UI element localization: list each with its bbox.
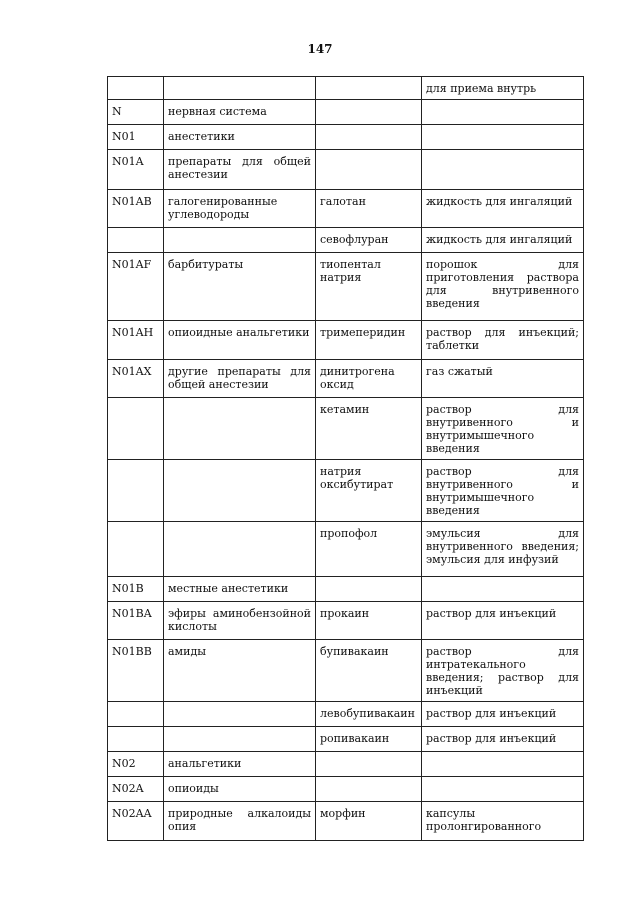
drug-name-cell: севофлуран bbox=[316, 228, 422, 253]
drug-name-cell: бупивакаин bbox=[316, 640, 422, 702]
dosage-form-cell: раствор для инъекций; таблетки bbox=[422, 321, 584, 360]
table-row bbox=[108, 100, 584, 125]
atc-code-cell: N02AA bbox=[108, 802, 164, 841]
atc-code-cell bbox=[108, 727, 164, 752]
atc-code-cell: N01BB bbox=[108, 640, 164, 702]
group-name-cell: анальгетики bbox=[164, 752, 316, 777]
dosage-form-cell: жидкость для ингаляций bbox=[422, 190, 584, 228]
atc-code-cell: N01AB bbox=[108, 190, 164, 228]
dosage-form-cell bbox=[422, 150, 584, 190]
group-name-cell bbox=[164, 460, 316, 522]
table-row bbox=[108, 602, 584, 640]
group-name-cell: местные анестетики bbox=[164, 577, 316, 602]
table-row bbox=[108, 398, 584, 460]
drug-name-cell bbox=[316, 577, 422, 602]
dosage-form-cell: раствор для инъекций bbox=[422, 702, 584, 727]
atc-code-cell: N01 bbox=[108, 125, 164, 150]
drug-name-cell bbox=[316, 100, 422, 125]
dosage-form-cell: раствор для интратекального введения; раствор для инъекций bbox=[422, 640, 584, 702]
group-name-cell bbox=[164, 77, 316, 100]
table-row bbox=[108, 777, 584, 802]
dosage-form-cell bbox=[422, 752, 584, 777]
dosage-form-cell: газ сжатый bbox=[422, 360, 584, 398]
table-row bbox=[108, 228, 584, 253]
atc-code-cell bbox=[108, 77, 164, 100]
dosage-form-cell: для приема внутрь bbox=[422, 77, 584, 100]
group-name-cell bbox=[164, 228, 316, 253]
drug-name-cell: динитрогена оксид bbox=[316, 360, 422, 398]
dosage-form-cell: капсулы пролонгированного bbox=[422, 802, 584, 841]
group-name-cell: природные алкалоиды опия bbox=[164, 802, 316, 841]
dosage-form-cell: раствор для внутривенного и внутримышечного введения bbox=[422, 460, 584, 522]
group-name-cell: барбитураты bbox=[164, 253, 316, 321]
table-row bbox=[108, 727, 584, 752]
group-name-cell bbox=[164, 727, 316, 752]
atc-code-cell bbox=[108, 228, 164, 253]
group-name-cell: галогенированные углеводороды bbox=[164, 190, 316, 228]
atc-code-cell bbox=[108, 398, 164, 460]
drug-name-cell bbox=[316, 752, 422, 777]
drug-name-cell: ропивакаин bbox=[316, 727, 422, 752]
drug-name-cell bbox=[316, 150, 422, 190]
page-number: 147 bbox=[307, 42, 333, 56]
atc-code-cell: N01B bbox=[108, 577, 164, 602]
dosage-form-cell: раствор для инъекций bbox=[422, 727, 584, 752]
group-name-cell: опиоиды bbox=[164, 777, 316, 802]
group-name-cell: опиоидные анальгетики bbox=[164, 321, 316, 360]
drug-name-cell: галотан bbox=[316, 190, 422, 228]
table-row bbox=[108, 577, 584, 602]
table-body bbox=[108, 77, 584, 841]
dosage-form-cell: порошок для приготовления раствора для внутривенного введения bbox=[422, 253, 584, 321]
drug-name-cell: прокаин bbox=[316, 602, 422, 640]
dosage-form-cell bbox=[422, 777, 584, 802]
table-row bbox=[108, 460, 584, 522]
atc-code-cell: N01BA bbox=[108, 602, 164, 640]
table-row bbox=[108, 190, 584, 228]
drug-name-cell: кетамин bbox=[316, 398, 422, 460]
table-row bbox=[108, 125, 584, 150]
atc-code-cell: N bbox=[108, 100, 164, 125]
dosage-form-cell: раствор для инъекций bbox=[422, 602, 584, 640]
drug-name-cell: тиопентал натрия bbox=[316, 253, 422, 321]
atc-code-cell bbox=[108, 460, 164, 522]
drug-name-cell: тримеперидин bbox=[316, 321, 422, 360]
dosage-form-cell: эмульсия для внутривенного введения; эмульсия для инфузий bbox=[422, 522, 584, 577]
table-row bbox=[108, 752, 584, 777]
table-row bbox=[108, 640, 584, 702]
drug-name-cell: натрия оксибутират bbox=[316, 460, 422, 522]
drug-name-cell bbox=[316, 777, 422, 802]
group-name-cell: эфиры аминобензойной кислоты bbox=[164, 602, 316, 640]
table-row bbox=[108, 77, 584, 100]
atc-code-cell: N02A bbox=[108, 777, 164, 802]
atc-code-cell: N01AX bbox=[108, 360, 164, 398]
table-row bbox=[108, 321, 584, 360]
dosage-form-cell bbox=[422, 100, 584, 125]
dosage-form-cell bbox=[422, 577, 584, 602]
drug-name-cell: пропофол bbox=[316, 522, 422, 577]
atc-code-cell: N01AF bbox=[108, 253, 164, 321]
drug-name-cell bbox=[316, 125, 422, 150]
drug-name-cell: морфин bbox=[316, 802, 422, 841]
dosage-form-cell bbox=[422, 125, 584, 150]
table-row bbox=[108, 522, 584, 577]
dosage-form-cell: жидкость для ингаляций bbox=[422, 228, 584, 253]
group-name-cell: нервная система bbox=[164, 100, 316, 125]
dosage-form-cell: раствор для внутривенного и внутримышечного введения bbox=[422, 398, 584, 460]
drug-name-cell bbox=[316, 77, 422, 100]
group-name-cell bbox=[164, 398, 316, 460]
atc-code-cell bbox=[108, 522, 164, 577]
group-name-cell bbox=[164, 702, 316, 727]
drug-name-cell: левобупивакаин bbox=[316, 702, 422, 727]
table-row bbox=[108, 150, 584, 190]
table-row bbox=[108, 360, 584, 398]
table-row bbox=[108, 802, 584, 841]
table-row bbox=[108, 253, 584, 321]
atc-drug-table bbox=[107, 76, 584, 841]
atc-code-cell: N01AH bbox=[108, 321, 164, 360]
atc-code-cell: N02 bbox=[108, 752, 164, 777]
group-name-cell bbox=[164, 522, 316, 577]
group-name-cell: амиды bbox=[164, 640, 316, 702]
atc-code-cell: N01A bbox=[108, 150, 164, 190]
atc-code-cell bbox=[108, 702, 164, 727]
group-name-cell: другие препараты для общей анестезии bbox=[164, 360, 316, 398]
group-name-cell: препараты для общей анестезии bbox=[164, 150, 316, 190]
table-row bbox=[108, 702, 584, 727]
group-name-cell: анестетики bbox=[164, 125, 316, 150]
